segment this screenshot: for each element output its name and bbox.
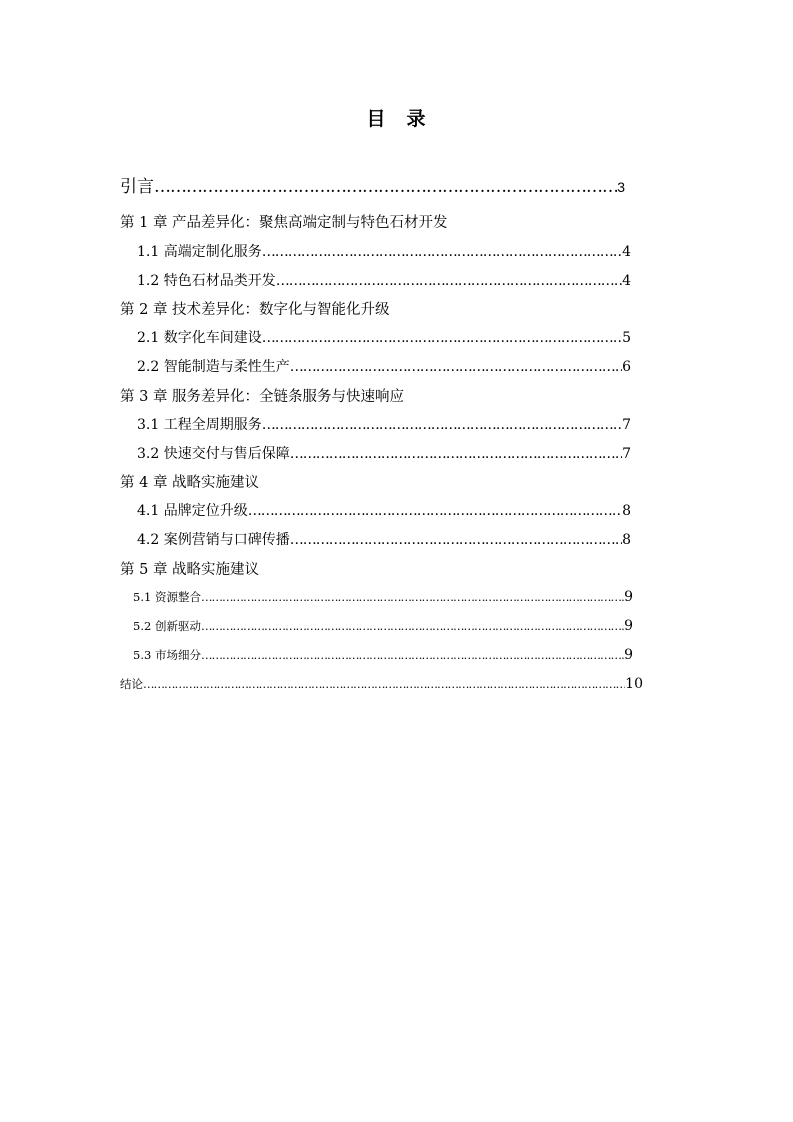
toc-entry-label: 5.1 资源整合 bbox=[133, 590, 201, 604]
toc-entry-label: 引言 bbox=[120, 177, 154, 197]
toc-entry-intro[interactable] bbox=[120, 172, 625, 197]
toc-entry-page: 8 bbox=[622, 532, 631, 548]
dot-leader bbox=[248, 503, 622, 519]
toc-entry-chapter-5[interactable] bbox=[120, 558, 259, 579]
dot-leader bbox=[262, 417, 622, 433]
toc-entry-label: 第 5 章 战略实施建议 bbox=[120, 562, 260, 578]
toc-entry-chapter-3[interactable] bbox=[120, 385, 404, 406]
toc-entry-chapter-4[interactable] bbox=[120, 471, 259, 492]
dot-leader bbox=[154, 177, 617, 197]
toc-entry-section-1-2[interactable] bbox=[137, 270, 631, 290]
toc-entry-section-3-1[interactable] bbox=[137, 414, 631, 434]
toc-entry-label: 4.2 案例营销与口碑传播 bbox=[137, 532, 290, 548]
dot-leader bbox=[290, 446, 622, 462]
dot-leader bbox=[276, 273, 622, 289]
dot-leader bbox=[262, 244, 622, 260]
toc-entry-section-5-1[interactable] bbox=[133, 589, 633, 605]
toc-entry-label: 2.2 智能制造与柔性生产 bbox=[137, 359, 290, 375]
toc-entry-section-5-2[interactable] bbox=[133, 618, 633, 634]
toc-entry-label: 第 3 章 服务差异化：全链条服务与快速响应 bbox=[120, 389, 405, 405]
toc-entry-label: 结论 bbox=[120, 677, 143, 691]
toc-entry-label: 3.2 快速交付与售后保障 bbox=[137, 446, 290, 462]
toc-entry-label: 第 4 章 战略实施建议 bbox=[120, 475, 260, 491]
toc-entry-section-4-1[interactable] bbox=[137, 500, 631, 520]
toc-entry-section-2-2[interactable] bbox=[137, 356, 631, 376]
toc-entry-page: 7 bbox=[622, 446, 631, 462]
toc-title-part2: 录 bbox=[406, 108, 427, 130]
toc-entry-label: 3.1 工程全周期服务 bbox=[137, 417, 262, 433]
toc-entry-chapter-1[interactable] bbox=[120, 211, 448, 232]
toc-entry-label: 1.1 高端定制化服务 bbox=[137, 244, 262, 260]
toc-entry-page: 8 bbox=[622, 503, 631, 519]
toc-entry-section-2-1[interactable] bbox=[137, 327, 631, 347]
toc-entry-page: 10 bbox=[625, 676, 643, 692]
dot-leader bbox=[201, 619, 624, 633]
dot-leader bbox=[201, 590, 624, 604]
toc-entry-section-4-2[interactable] bbox=[137, 529, 631, 549]
dot-leader bbox=[290, 532, 622, 548]
toc-title-part1: 目 bbox=[366, 108, 387, 130]
dot-leader bbox=[201, 648, 624, 662]
toc-entry-section-1-1[interactable] bbox=[137, 241, 631, 261]
toc-entry-page: 9 bbox=[624, 647, 633, 663]
toc-entry-chapter-2[interactable] bbox=[120, 298, 390, 319]
toc-entry-page: 4 bbox=[622, 244, 631, 260]
toc-entry-page: 3 bbox=[617, 179, 625, 195]
toc-entry-page: 9 bbox=[624, 618, 633, 634]
toc-entry-label: 第 1 章 产品差异化：聚焦高端定制与特色石材开发 bbox=[120, 215, 448, 231]
dot-leader bbox=[290, 359, 622, 375]
toc-entry-section-3-2[interactable] bbox=[137, 443, 631, 463]
dot-leader bbox=[143, 677, 625, 691]
toc-entry-page: 9 bbox=[624, 589, 633, 605]
toc-entry-label: 2.1 数字化车间建设 bbox=[137, 330, 262, 346]
toc-entry-label: 第 2 章 技术差异化：数字化与智能化升级 bbox=[120, 302, 390, 318]
toc-entry-page: 6 bbox=[622, 359, 631, 375]
toc-title bbox=[0, 104, 793, 131]
toc-entry-page: 5 bbox=[622, 330, 631, 346]
toc-entry-conclusion[interactable] bbox=[120, 676, 643, 692]
toc-entry-label: 5.2 创新驱动 bbox=[133, 619, 201, 633]
toc-entry-page: 7 bbox=[622, 417, 631, 433]
toc-entry-label: 4.1 品牌定位升级 bbox=[137, 503, 248, 519]
dot-leader bbox=[262, 330, 622, 346]
toc-entry-section-5-3[interactable] bbox=[133, 647, 633, 663]
toc-entry-page: 4 bbox=[622, 273, 631, 289]
toc-entry-label: 5.3 市场细分 bbox=[133, 648, 201, 662]
toc-entry-label: 1.2 特色石材品类开发 bbox=[137, 273, 276, 289]
